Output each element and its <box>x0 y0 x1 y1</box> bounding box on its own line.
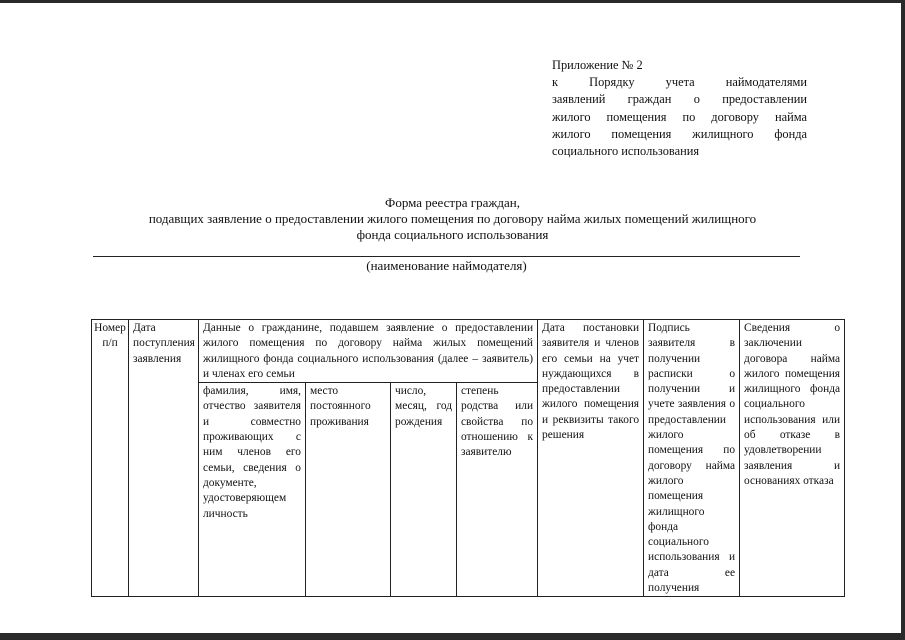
registry-table <box>91 319 845 597</box>
header-registration-date: Дата постановки заявителя и членов его семьи на учет нуждающихся в предоставлении жилого помещения и реквизиты такого решения <box>538 320 644 597</box>
appendix-line: к Порядку учета наймодателями <box>552 75 807 90</box>
appendix-line: социального использования <box>552 144 700 159</box>
subheader-full-name: фамилия, имя, отчество заявителя и совместно проживающих с ним членов его семьи, сведения о документе, удостоверяющем личность <box>199 383 306 597</box>
header-number: Номер п/п <box>92 320 129 597</box>
scan-border-bottom <box>0 633 905 640</box>
subheader-residence: место постоянного проживания <box>306 383 391 597</box>
landlord-name-caption: (наименование наймодателя) <box>366 258 527 273</box>
form-title-line: фонда социального использования <box>356 227 549 242</box>
scan-border-right <box>901 0 905 640</box>
scan-border-top <box>0 0 905 3</box>
subheader-relation: степень родства или свойства по отношению к заявителю <box>457 383 538 597</box>
appendix-note <box>552 57 807 160</box>
landlord-name-line <box>93 256 800 257</box>
header-contract-info: Сведения о заключении договора найма жилого помещения жилищного фонда социального использования или об отказе в удовлетворении заявления и основаниях отказа <box>740 320 845 597</box>
appendix-line: заявлений граждан о предоставлении <box>552 92 807 107</box>
form-title-line: Форма реестра граждан, <box>385 195 520 210</box>
appendix-line: Приложение № 2 <box>552 58 643 72</box>
subheader-birth-date: число, месяц, год рождения <box>391 383 457 597</box>
appendix-line: жилого помещения по договору найма <box>552 109 807 124</box>
header-date-received: Дата поступления заявления <box>129 320 199 597</box>
form-title-line: подавщих заявление о предоставлении жилого помещения по договору найма жилых помещений жилищного <box>148 211 757 226</box>
appendix-line: жилого помещения жилищного фонда <box>552 126 807 141</box>
header-signature: Подпись заявителя в получении расписки о получении и учете заявления о предоставлении жилого помещения по договору найма жилого помещения жилищного фонда социального использования и дата ее получения <box>644 320 740 597</box>
header-applicant-data: Данные о гражданине, подавшем заявление о предоставлении жилого помещения по договору найма жилых помещений жилищного фонда социального использования (далее – заявитель) и членах его семьи <box>199 320 538 383</box>
